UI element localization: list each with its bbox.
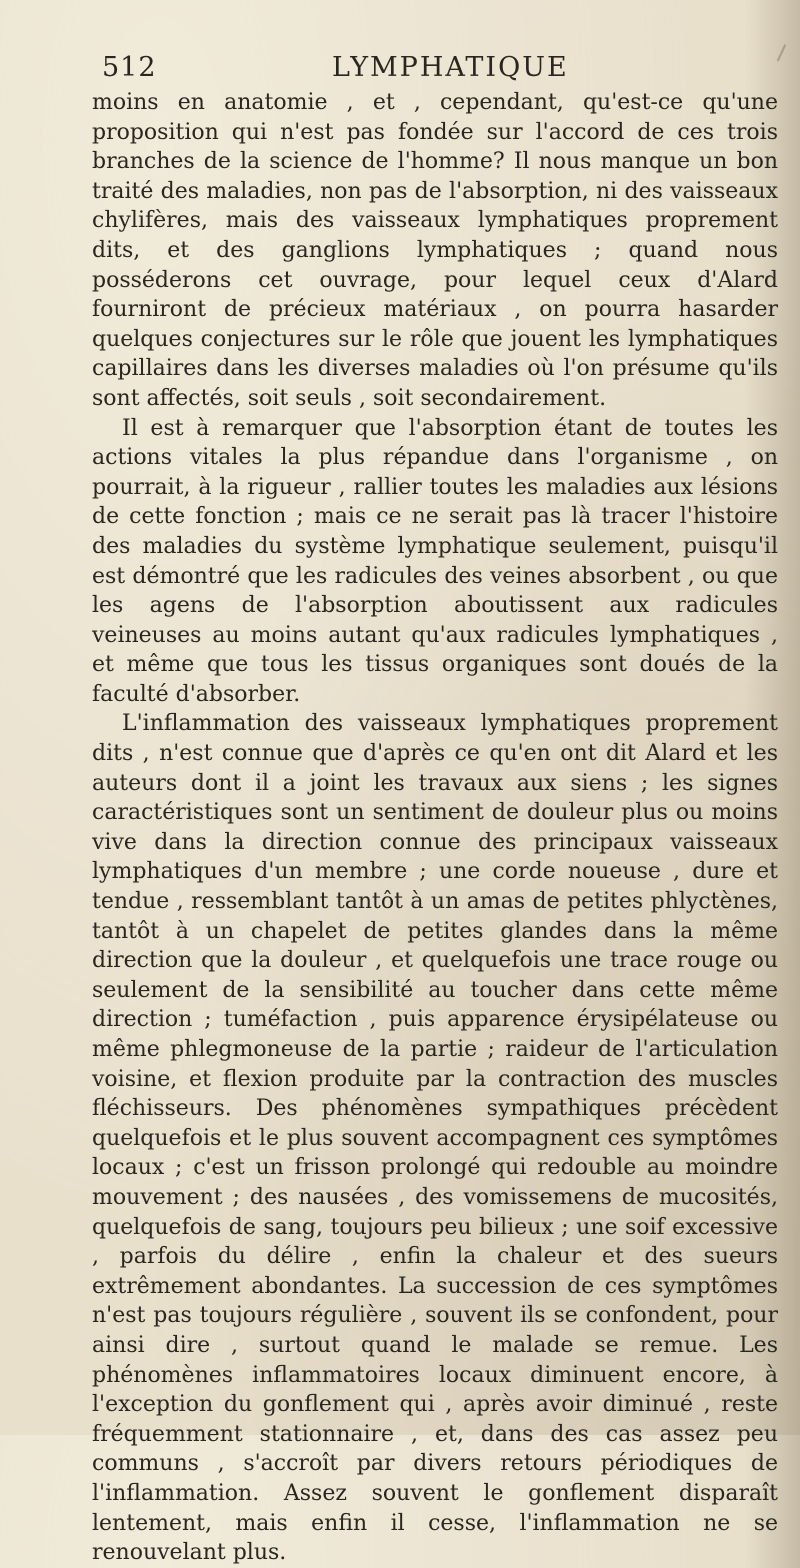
page-corner-mark (777, 44, 795, 65)
page-header (92, 52, 778, 88)
paragraph-3: L'inflammation des vaisseaux lymphatiques proprement dits , n'est connue que d'après ce qu'en ont dit Alard et les auteurs dont il a joint les travaux aux siens ; les signes caractéristiques sont un sentiment de douleur plus ou moins vive dans la direction connue des principaux vaisseaux lymphatiques d'un membre ; une corde noueuse , dure et tendue , ressemblant tantôt à un amas de petites phlyctènes, tantôt à un chapelet de petites glandes dans la même direction que la douleur , et quelquefois une trace rouge ou seulement de la sensibilité au toucher dans cette même direction ; tuméfaction , puis apparence érysipélateuse ou même phlegmoneuse de la partie ; raideur de l'articulation voisine, et flexion produite par la contraction des muscles fléchisseurs. Des phénomènes sympathiques précèdent quelquefois et le plus souvent accompagnent ces symptômes locaux ; c'est un frisson prolongé qui redouble au moindre mouvement ; des nausées , des vomissemens de mucosités, quelquefois de sang, toujours peu bilieux ; une soif excessive , parfois du délire , enfin la chaleur et des sueurs extrêmement abondantes. La succession de ces symptômes n'est pas toujours régulière , souvent ils se confondent, pour ainsi dire , surtout quand le malade se remue. Les phénomènes inflammatoires locaux diminuent encore, à l'exception du gonflement qui , après avoir diminué , reste fréquemment stationnaire , et, dans des cas assez peu communs , s'accroît par divers retours périodiques de l'inflammation. Assez souvent le gonflement disparaît lentement, mais enfin il cesse, l'inflammation ne se renouvelant plus. (92, 711, 778, 1566)
page-number: 512 (102, 52, 157, 83)
running-head: LYMPHATIQUE (332, 52, 569, 83)
paragraph-1: moins en anatomie , et , cependant, qu'est-ce qu'une proposition qui n'est pas fondée sur l'accord de ces trois branches de la science de l'homme? Il nous manque un bon traité des maladies, non pas de l'absorption, ni des vaisseaux chylifères, mais des vaisseaux lymphatiques proprement dits, et des ganglions lymphatiques ; quand nous posséderons cet ouvrage, pour lequel ceux d'Alard fourniront de précieux matériaux , on pourra hasarder quelques conjectures sur le rôle que jouent les lymphatiques capillaires dans les diverses maladies où l'on présume qu'ils sont affectés, soit seuls , soit secondairement. (92, 90, 778, 411)
body-text (92, 88, 778, 1568)
book-page (92, 52, 778, 1568)
paragraph-2: Il est à remarquer que l'absorption étant de toutes les actions vitales la plus répandue dans l'organisme , on pourrait, à la rigueur , rallier toutes les maladies aux lésions de cette fonction ; mais ce ne serait pas là tracer l'histoire des maladies du système lymphatique seulement, puisqu'il est démontré que les radicules des veines absorbent , ou que les agens de l'absorption aboutissent aux radicules veineuses au moins autant qu'aux radicules lymphatiques , et même que tous les tissus organiques sont doués de la faculté d'absorber. (92, 415, 778, 707)
